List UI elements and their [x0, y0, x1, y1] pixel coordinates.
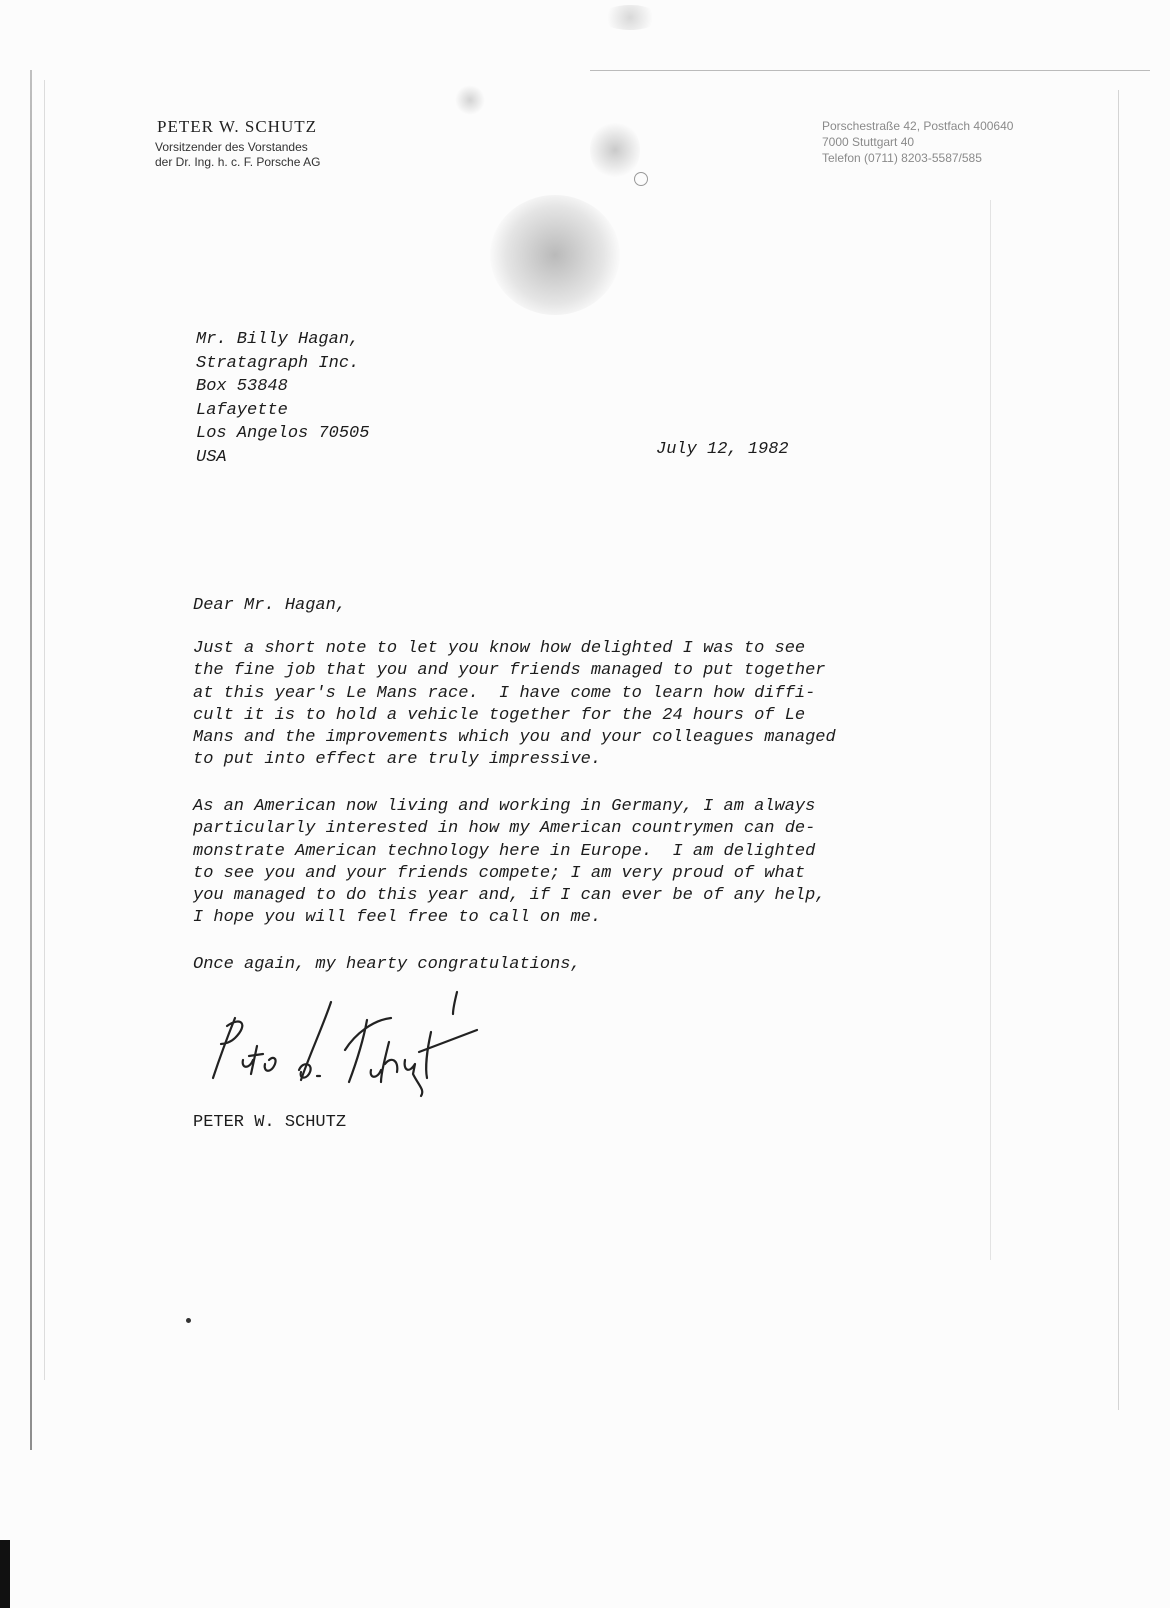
- scan-smudge: [590, 120, 640, 180]
- letterhead-address-line1: Porschestraße 42, Postfach 400640: [822, 119, 1014, 133]
- paragraph-1: [193, 638, 836, 772]
- letterhead-title-line2: der Dr. Ing. h. c. F. Porsche AG: [155, 155, 321, 169]
- scan-edge-left-inner: [44, 80, 45, 1380]
- scan-edge-left: [30, 70, 32, 1450]
- scan-smudge: [600, 5, 660, 30]
- body-line: at this year's Le Mans race. I have come to learn how diffi-: [193, 683, 816, 703]
- scan-edge-top: [590, 70, 1150, 71]
- closing: Once again, my hearty congratulations,: [193, 955, 581, 974]
- scan-border-bottom-left: [0, 1540, 10, 1608]
- scan-edge-right: [1118, 90, 1119, 1410]
- body-line: cult it is to hold a vehicle together for the 24 hours of Le: [193, 705, 806, 725]
- recipient-line: Mr. Billy Hagan,: [196, 330, 360, 349]
- body-line: monstrate American technology here in Europe. I am delighted: [193, 841, 816, 861]
- letterhead-address-line3: Telefon (0711) 8203-5587/585: [822, 151, 982, 165]
- punch-mark: [634, 172, 648, 186]
- signatory-name: PETER W. SCHUTZ: [193, 1113, 347, 1132]
- recipient-line: Los Angelos 70505: [196, 424, 370, 443]
- recipient-line: USA: [196, 447, 227, 467]
- body-line: Mans and the improvements which you and your colleagues managed: [193, 728, 836, 748]
- body-line: to see you and your friends compete; I am very proud of what: [193, 863, 806, 883]
- handwritten-signature-icon: [205, 990, 505, 1100]
- recipient-address: [196, 328, 369, 469]
- recipient-line: Stratagraph Inc.: [196, 353, 360, 373]
- salutation: Dear Mr. Hagan,: [193, 596, 347, 615]
- scan-smudge: [490, 195, 620, 315]
- paragraph-2: [193, 796, 826, 930]
- recipient-line: Lafayette: [196, 400, 288, 420]
- letterhead-address-line2: 7000 Stuttgart 40: [822, 135, 915, 149]
- body-line: the fine job that you and your friends managed to put together: [193, 661, 826, 681]
- letter-date: July 12, 1982: [656, 440, 789, 459]
- body-line: to put into effect are truly impressive.: [193, 750, 602, 770]
- body-line: I hope you will feel free to call on me.: [193, 908, 602, 928]
- body-line: particularly interested in how my American countrymen can de-: [193, 819, 816, 839]
- letterhead-title-line1: Vorsitzender des Vorstandes: [155, 140, 308, 154]
- body-line: As an American now living and working in Germany, I am always: [193, 797, 816, 816]
- recipient-line: Box 53848: [196, 377, 288, 396]
- body-line: Just a short note to let you know how delighted I was to see: [193, 639, 806, 658]
- scan-smudge: [455, 85, 485, 115]
- body-line: you managed to do this year and, if I can ever be of any help,: [193, 886, 826, 906]
- letterhead-name: PETER W. SCHUTZ: [157, 117, 317, 136]
- ink-dot: [186, 1318, 191, 1323]
- scan-edge-right-inner: [990, 200, 991, 1260]
